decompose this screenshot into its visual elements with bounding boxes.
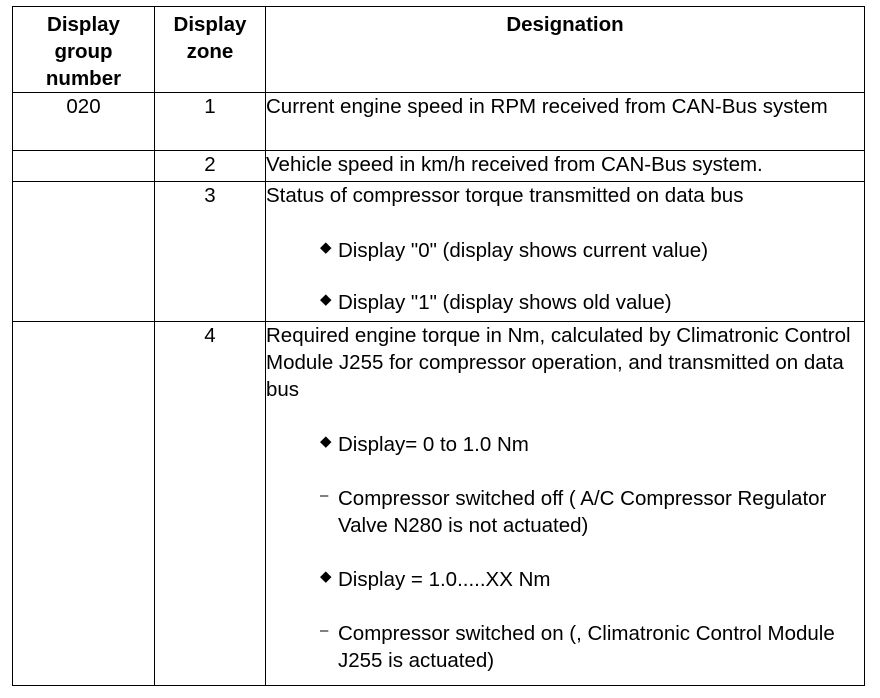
group-number-cell [13,322,155,686]
list-item [266,485,864,539]
header-display-zone-line-1: Display [173,13,247,36]
designation-cell: Current engine speed in RPM received from CAN-Bus system [266,93,865,151]
list-item-text: Display "1" (display shows old value) [338,291,672,314]
list-item-text: Display = 1.0.....XX Nm [338,568,551,591]
bullet-icon: ◆ [320,239,332,256]
list-item-text: Compressor switched off ( A/C Compressor Regulator Valve N280 is not actuated) [338,487,827,537]
bullet-icon: ◆ [320,291,332,308]
designation-cell [266,182,865,322]
list-item-text: Compressor switched on (, Climatronic Control Module J255 is actuated) [338,622,835,672]
list-item [266,566,864,593]
list-item-text: Display= 0 to 1.0 Nm [338,433,529,456]
designation-cell: Vehicle speed in km/h received from CAN-Bus system. [266,151,865,182]
display-group-table [12,6,865,686]
table-row [13,93,865,151]
list-item [266,289,864,316]
list-item [266,431,864,458]
header-display-group-number-line-2: group [54,40,113,63]
header-display-zone-line-2: zone [186,40,234,63]
dash-icon: – [320,487,329,504]
bullet-icon: ◆ [320,433,332,450]
list-item [266,237,864,264]
group-number-cell: 020 [13,93,155,151]
zone-cell: 3 [155,182,266,322]
list-item-text: Display "0" (display shows current value) [338,239,709,262]
group-number-cell [13,182,155,322]
list-item [266,620,864,674]
table-row [13,182,865,322]
designation-text: Status of compressor torque transmitted on data bus [266,184,744,207]
table-row [13,322,865,686]
header-display-group-number [13,7,155,93]
zone-cell: 1 [155,93,266,151]
table-header-row [13,7,865,93]
designation-cell [266,322,865,686]
zone-cell: 4 [155,322,266,686]
dash-icon: – [320,622,329,639]
header-display-zone [155,7,266,93]
zone-cell: 2 [155,151,266,182]
header-display-group-number-line-1: Display [47,13,120,36]
table-row [13,151,865,182]
designation-text: Required engine torque in Nm, calculated by Climatronic Control Module J255 for compressor operation, and transmitted on data bus [266,324,851,401]
header-designation: Designation [266,7,865,93]
bullet-icon: ◆ [320,568,332,585]
group-number-cell [13,151,155,182]
header-display-group-number-line-3: number [45,67,122,90]
